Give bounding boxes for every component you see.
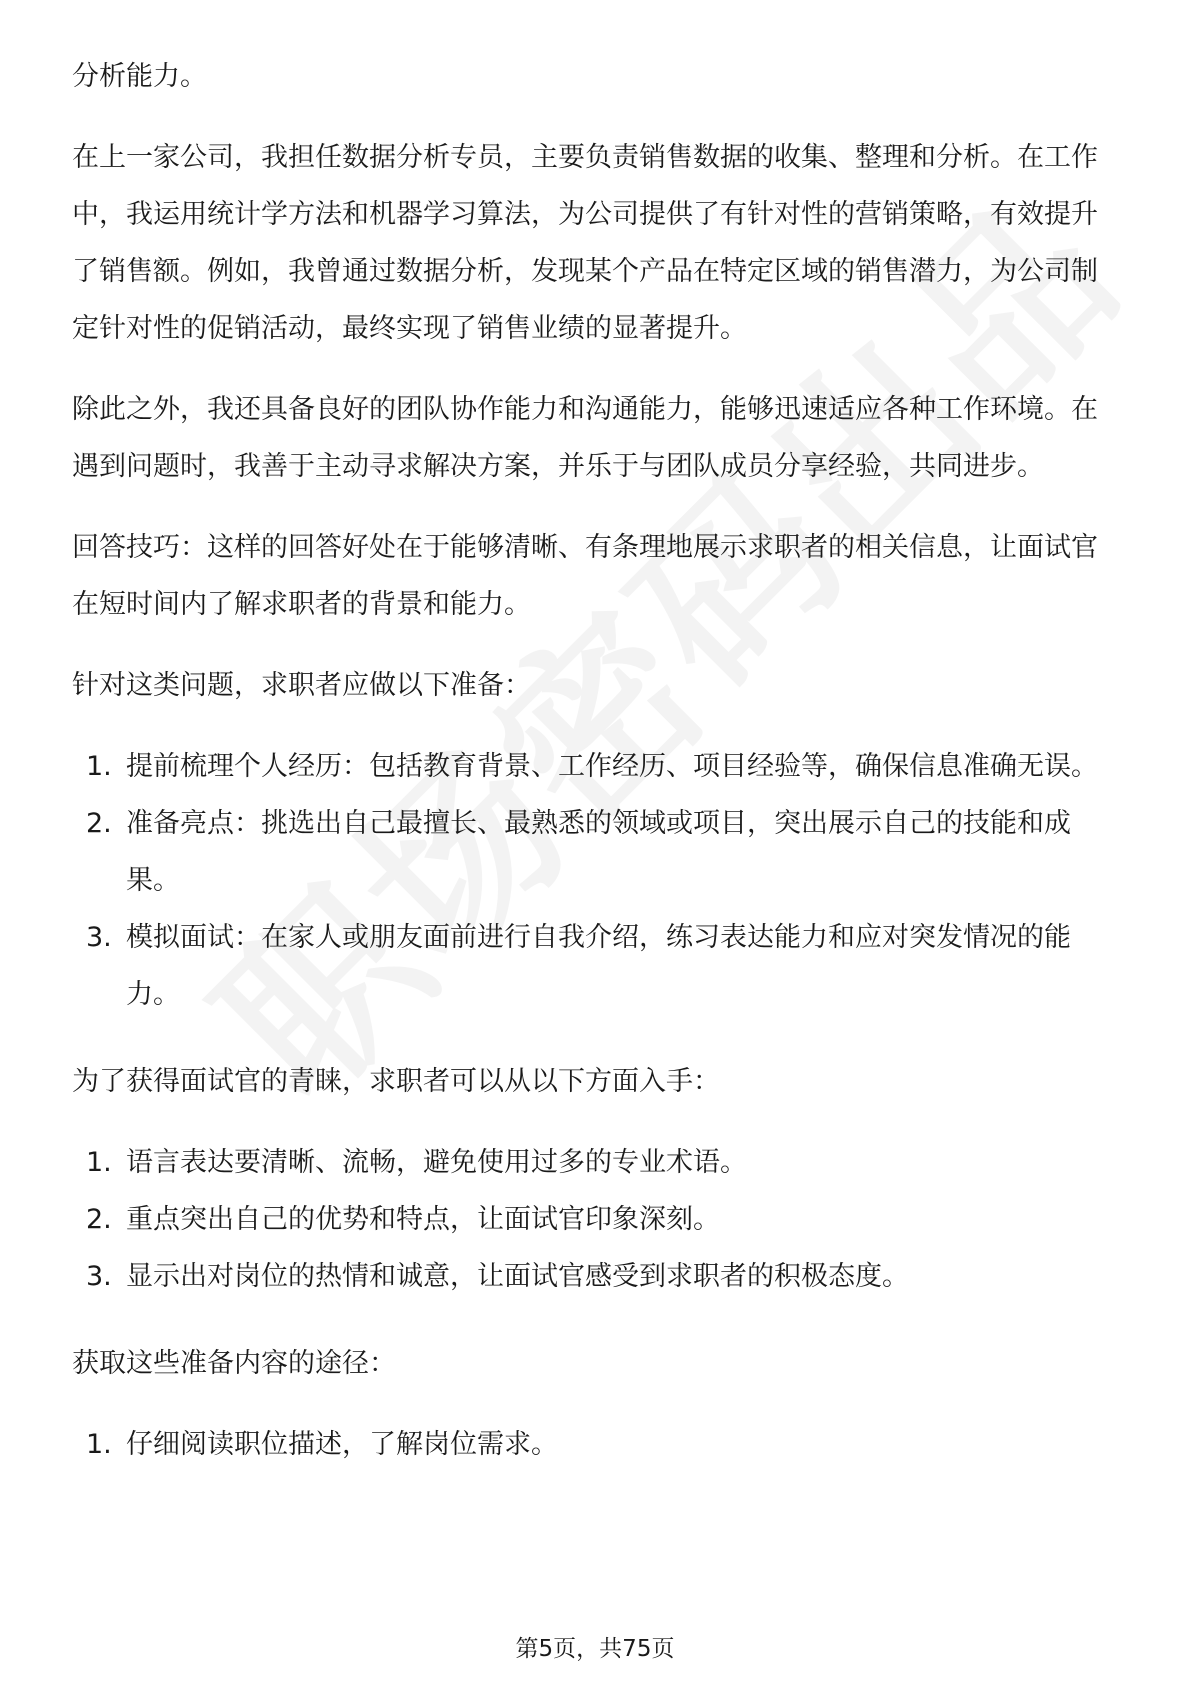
list-text: 仔细阅读职位描述，了解岗位需求。 bbox=[126, 1429, 558, 1460]
list-number: 1. bbox=[86, 751, 112, 782]
page-footer: 第5页，共75页 bbox=[515, 1636, 675, 1662]
list-number: 3. bbox=[86, 1261, 112, 1292]
list-number: 2. bbox=[86, 808, 112, 839]
list-item bbox=[72, 1416, 1122, 1473]
list-text: 模拟面试：在家人或朋友面前进行自我介绍，练习表达能力和应对突发情况的能力。 bbox=[126, 922, 1071, 1010]
list-number: 3. bbox=[86, 922, 112, 953]
paragraph: 除此之外，我还具备良好的团队协作能力和沟通能力，能够迅速适应各种工作环境。在遇到问题时，我善于主动寻求解决方案，并乐于与团队成员分享经验，共同进步。 bbox=[72, 394, 1098, 482]
list-number: 1. bbox=[86, 1429, 112, 1460]
document-body bbox=[72, 48, 1122, 1503]
paragraph: 针对这类问题，求职者应做以下准备： bbox=[72, 670, 531, 701]
list-text: 重点突出自己的优势和特点，让面试官印象深刻。 bbox=[126, 1204, 720, 1235]
list-item bbox=[72, 738, 1122, 795]
list-item bbox=[72, 1134, 1122, 1191]
preparation-list bbox=[72, 738, 1122, 1023]
paragraph: 在上一家公司，我担任数据分析专员，主要负责销售数据的收集、整理和分析。在工作中，我运用统计学方法和机器学习算法，为公司提供了有针对性的营销策略，有效提升了销售额。例如，我曾通过数据分析，发现某个产品在特定区域的销售潜力，为公司制定针对性的促销活动，最终实现了销售业绩的显著提升。 bbox=[72, 142, 1098, 344]
paragraph: 获取这些准备内容的途径： bbox=[72, 1348, 396, 1379]
list-text: 提前梳理个人经历：包括教育背景、工作经历、项目经验等，确保信息准确无误。 bbox=[126, 751, 1098, 782]
list-number: 2. bbox=[86, 1204, 112, 1235]
list-number: 1. bbox=[86, 1147, 112, 1178]
paragraph: 回答技巧：这样的回答好处在于能够清晰、有条理地展示求职者的相关信息，让面试官在短时间内了解求职者的背景和能力。 bbox=[72, 532, 1098, 620]
ways-list bbox=[72, 1416, 1122, 1473]
list-text: 准备亮点：挑选出自己最擅长、最熟悉的领域或项目，突出展示自己的技能和成果。 bbox=[126, 808, 1071, 896]
list-text: 语言表达要清晰、流畅，避免使用过多的专业术语。 bbox=[126, 1147, 747, 1178]
list-item bbox=[72, 1191, 1122, 1248]
paragraph: 为了获得面试官的青睐，求职者可以从以下方面入手： bbox=[72, 1066, 720, 1097]
list-item bbox=[72, 909, 1122, 1023]
favor-list bbox=[72, 1134, 1122, 1305]
list-text: 显示出对岗位的热情和诚意，让面试官感受到求职者的积极态度。 bbox=[126, 1261, 909, 1292]
paragraph: 分析能力。 bbox=[72, 61, 207, 92]
list-item bbox=[72, 795, 1122, 909]
list-item bbox=[72, 1248, 1122, 1305]
